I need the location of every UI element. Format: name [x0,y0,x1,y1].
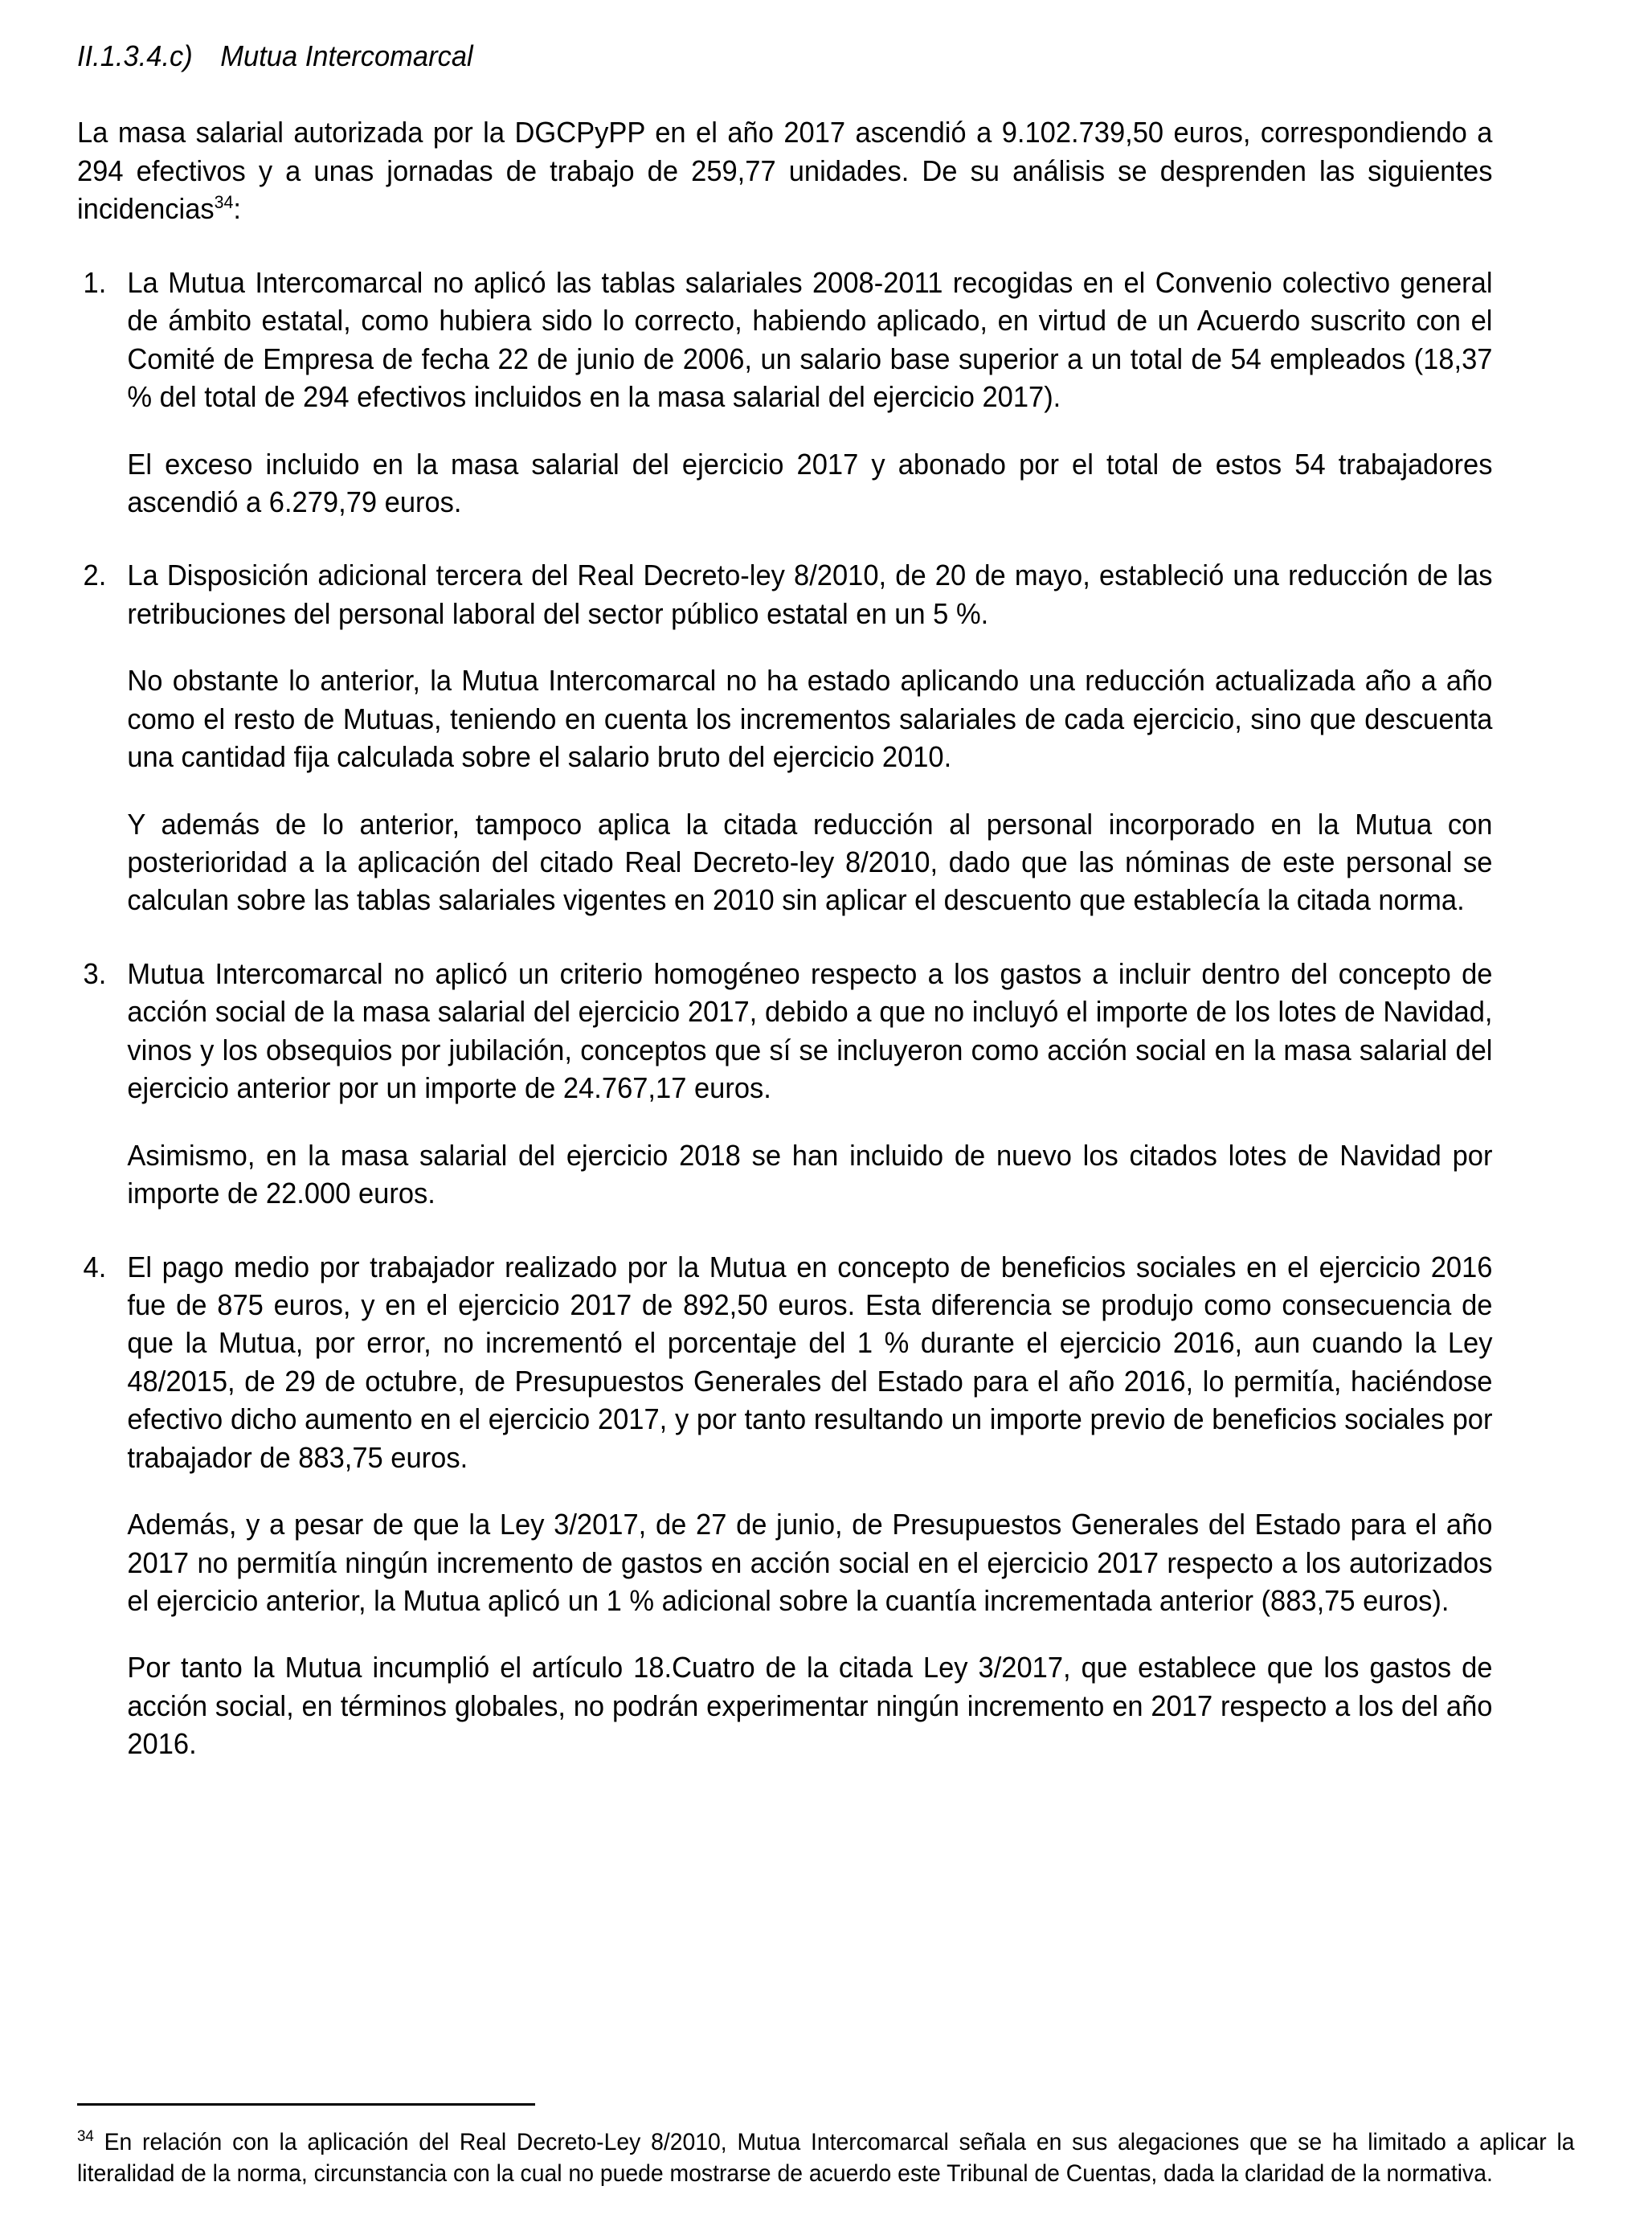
list-item [77,955,1492,1213]
list-item-paragraph: Y además de lo anterior, tampoco aplica la citada reducción al personal incorporado en la Mutua con posterioridad a la aplicación del citado Real Decreto-ley 8/2010, dado que las nóminas de este personal se calculan sobre las tablas salariales vigentes en 2010 sin aplicar el descuento que establecía la citada norma. [127,807,1493,917]
list-item [77,556,1492,919]
section-heading: II.1.3.4.c) Mutua Intercomarcal [77,39,473,72]
list-item-body [127,556,1492,919]
footnote [77,2127,1575,2189]
list-item-paragraph: Además, y a pesar de que la Ley 3/2017, de 27 de junio, de Presupuestos Generales del Estado para el año 2017 no permitía ningún incremento de gastos en acción social en el ejercicio 2017 respecto a los autorizados el ejercicio anterior, la Mutua aplicó un 1 % adicional sobre la cuantía incrementada anterior (883,75 euros). [127,1508,1493,1617]
intro-paragraph-text: La masa salarial autorizada por la DGCPyPP en el año 2017 ascendió a 9.102.739,50 euros, correspondiendo a 294 efectivos y a unas jornadas de trabajo de 259,77 unidades. De su análisis se desprenden las siguientes incidencias [77,116,1493,226]
intro-paragraph-tail: : [233,192,242,226]
list-item-body [127,955,1492,1213]
list-item-number: 2. [83,559,107,592]
list-item [77,1248,1492,1763]
intro-paragraph [77,113,1492,227]
list-item-paragraph: La Disposición adicional tercera del Real Decreto-ley 8/2010, de 20 de mayo, estableció una reducción de las retribuciones del personal laboral del sector público estatal en un 5 %. [127,559,1493,630]
list-item-number: 1. [83,265,107,299]
list-item-paragraph: La Mutua Intercomarcal no aplicó las tablas salariales 2008-2011 recogidas en el Convenio colectivo general de ámbito estatal, como hubiera sido lo correcto, habiendo aplicado, en virtud de un Acuerdo suscrito con el Comité de Empresa de fecha 22 de junio de 2006, un salario base superior a un total de 54 empleados (18,37 % del total de 294 efectivos incluidos en la masa salarial del ejercicio 2017). [127,265,1493,414]
list-item [77,264,1492,522]
footnote-reference-marker: 34 [214,192,234,213]
list-item-paragraph: Mutua Intercomarcal no aplicó un criterio homogéneo respecto a los gastos a incluir dentro del concepto de acción social de la masa salarial del ejercicio 2017, debido a que no incluyó el importe de los lotes de Navidad, vinos y los obsequios por jubilación, conceptos que sí se incluyeron como acción social en la masa salarial del ejercicio anterior por un importe de 24.767,17 euros. [127,956,1493,1105]
list-item-number: 4. [83,1250,107,1283]
footnote-marker: 34 [77,2127,94,2145]
list-item-body [127,264,1492,522]
list-item-paragraph: Por tanto la Mutua incumplió el artículo 18.Cuatro de la citada Ley 3/2017, que establece que los gastos de acción social, en términos globales, no podrán experimentar ningún incremento en 2017 respecto a los del año 2016. [127,1651,1493,1761]
list-item-number: 3. [83,956,107,990]
footnote-area [77,2103,1575,2189]
list-item-paragraph: El exceso incluido en la masa salarial del ejercicio 2017 y abonado por el total de estos 54 trabajadores ascendió a 6.279,79 euros. [127,447,1493,518]
list-item-paragraph: Asimismo, en la masa salarial del ejercicio 2018 se han incluido de nuevo los citados lotes de Navidad por importe de 22.000 euros. [127,1138,1493,1210]
list-item-paragraph: El pago medio por trabajador realizado por la Mutua en concepto de beneficios sociales en el ejercicio 2016 fue de 875 euros, y en el ejercicio 2017 de 892,50 euros. Esta diferencia se produjo como consecuencia de que la Mutua, por error, no incrementó el porcentaje del 1 % durante el ejercicio 2016, aun cuando la Ley 48/2015, de 29 de octubre, de Presupuestos Generales del Estado para el año 2016, lo permitía, haciéndose efectivo dicho aumento en el ejercicio 2017, y por tanto resultando un importe previo de beneficios sociales por trabajador de 883,75 euros. [127,1250,1493,1474]
footnote-text: En relación con la aplicación del Real Decreto-Ley 8/2010, Mutua Intercomarcal señala en sus alegaciones que se ha limitado a aplicar la literalidad de la norma, circunstancia con la cual no puede mostrarse de acuerdo este Tribunal de Cuentas, dada la claridad de la normativa. [77,2129,1575,2187]
document-body [77,37,1492,1763]
list-item-paragraph: No obstante lo anterior, la Mutua Intercomarcal no ha estado aplicando una reducción actualizada año a año como el resto de Mutuas, teniendo en cuenta los incrementos salariales de cada ejercicio, sino que descuenta una cantidad fija calculada sobre el salario bruto del ejercicio 2010. [127,664,1493,774]
list-item-body [127,1248,1492,1763]
footnote-separator-rule [77,2103,535,2106]
